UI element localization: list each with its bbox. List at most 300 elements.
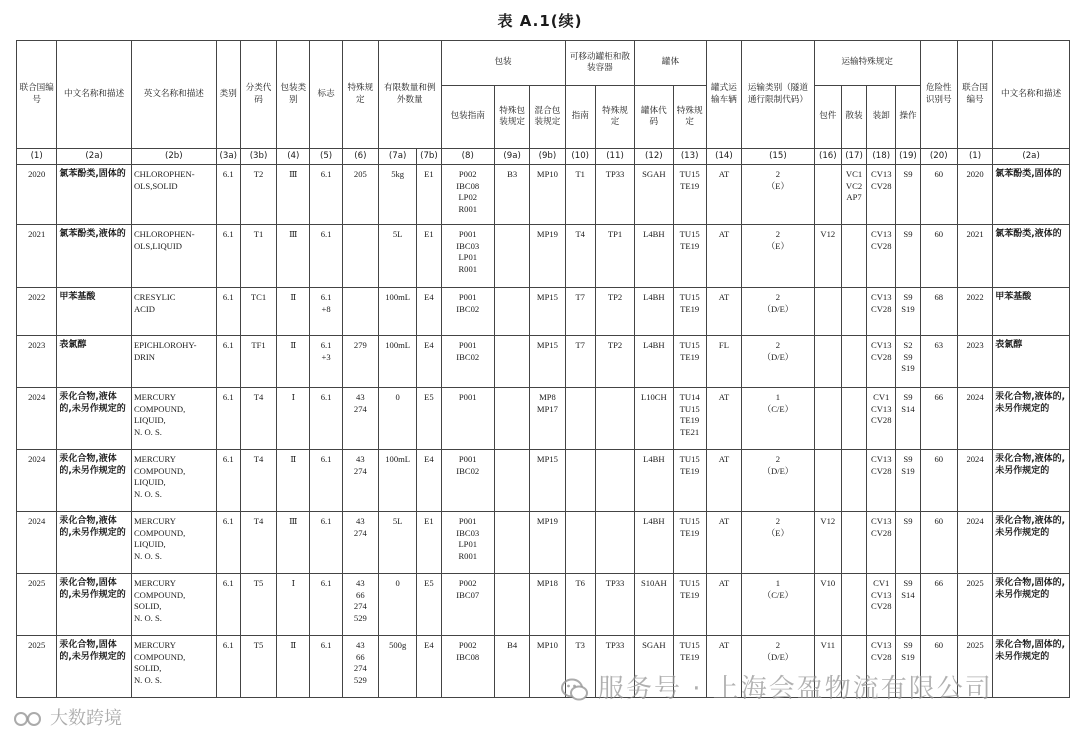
cell-c4: Ⅱ	[277, 336, 310, 388]
header-mixed-pack: 混合包装规定	[530, 86, 565, 149]
cell-c15: 2 （E）	[742, 225, 815, 288]
cell-c7a: 100mL	[379, 450, 417, 512]
table-row	[17, 288, 1070, 336]
cell-c15: 1 （C/E）	[742, 574, 815, 636]
cell-c18: CV13 CV28	[867, 165, 896, 225]
header-class: 类别	[216, 41, 240, 149]
cell-c15: 2 （E）	[742, 165, 815, 225]
cell-c5: 6.1	[310, 574, 342, 636]
column-number: (16)	[814, 149, 841, 165]
cell-c1: 2023	[17, 336, 57, 388]
cell-c3b: T2	[240, 165, 276, 225]
cell-c1b: 2022	[957, 288, 992, 336]
cell-c17	[841, 450, 866, 512]
cell-c3a: 6.1	[216, 450, 240, 512]
cell-c2ab: 氯苯酚类,液体的	[993, 225, 1070, 288]
cell-c2b: MERCURY COMPOUND, LIQUID, N. O. S.	[131, 450, 216, 512]
cell-c18: CV13 CV28	[867, 636, 896, 698]
cell-c3a: 6.1	[216, 636, 240, 698]
cell-c1b: 2024	[957, 388, 992, 450]
cell-c6	[342, 288, 378, 336]
header-pt-special: 特殊规定	[595, 86, 634, 149]
header-packages: 包件	[814, 86, 841, 149]
cell-c3b: TC1	[240, 288, 276, 336]
cell-c14: AT	[706, 450, 741, 512]
cell-c17	[841, 288, 866, 336]
column-number: (10)	[565, 149, 595, 165]
column-number: (9a)	[494, 149, 529, 165]
cell-c16: V12	[814, 225, 841, 288]
cell-c5: 6.1	[310, 636, 342, 698]
column-number: (19)	[896, 149, 920, 165]
cell-c9a: B3	[494, 165, 529, 225]
cell-c4: Ⅱ	[277, 450, 310, 512]
cell-c2b: EPICHLOROHY- DRIN	[131, 336, 216, 388]
cell-c2ab: 表氯醇	[993, 336, 1070, 388]
corner-watermark	[12, 704, 122, 730]
column-number: (1)	[17, 149, 57, 165]
cell-c8: P001 IBC02	[441, 288, 494, 336]
cell-c1: 2020	[17, 165, 57, 225]
cell-c8: P002 IBC08 LP02 R001	[441, 165, 494, 225]
cell-c14: AT	[706, 636, 741, 698]
header-packing-group: 包装类别	[277, 41, 310, 149]
cell-c2b: CHLOROPHEN- OLS,SOLID	[131, 165, 216, 225]
cell-c9b: MP18	[530, 574, 565, 636]
cell-c15: 2 （E）	[742, 512, 815, 574]
column-number: (6)	[342, 149, 378, 165]
watermark-text: 服务号 · 上海会盈物流有限公司	[598, 674, 993, 704]
header-limited-qty: 有限数量和例外数量	[379, 41, 442, 149]
cell-c8: P001 IBC02	[441, 336, 494, 388]
cell-c2a: 汞化合物,固体的,未另作规定的	[57, 574, 132, 636]
cell-c13: TU14 TU15 TE19 TE21	[673, 388, 706, 450]
cell-c9a	[494, 225, 529, 288]
cell-c7a: 5kg	[379, 165, 417, 225]
cell-c2b: CHLOROPHEN- OLS,LIQUID	[131, 225, 216, 288]
cell-c11: TP33	[595, 574, 634, 636]
cell-c16	[814, 450, 841, 512]
cell-c9a	[494, 450, 529, 512]
cell-c9a	[494, 388, 529, 450]
cell-c7b: E1	[417, 225, 441, 288]
corner-watermark-text: 大数跨境	[50, 708, 122, 729]
cell-c11: TP1	[595, 225, 634, 288]
cell-c8: P001	[441, 388, 494, 450]
cell-c6: 43 274	[342, 388, 378, 450]
cell-c14: AT	[706, 225, 741, 288]
cell-c20: 66	[920, 388, 957, 450]
cell-c5: 6.1	[310, 165, 342, 225]
cell-c19: S9 S14	[896, 574, 920, 636]
cell-c20: 60	[920, 636, 957, 698]
cell-c20: 68	[920, 288, 957, 336]
cell-c13: TU15 TE19	[673, 512, 706, 574]
cell-c7b: E4	[417, 288, 441, 336]
watermark	[560, 668, 993, 705]
cell-c11: TP33	[595, 636, 634, 698]
cell-c10	[565, 388, 595, 450]
column-number: (1)	[957, 149, 992, 165]
cell-c1: 2025	[17, 574, 57, 636]
cell-c20: 60	[920, 512, 957, 574]
cell-c8: P002 IBC07	[441, 574, 494, 636]
link-icon	[12, 710, 46, 728]
cell-c17	[841, 336, 866, 388]
cell-c4: Ⅰ	[277, 388, 310, 450]
cell-c3b: T4	[240, 512, 276, 574]
cell-c9a: B4	[494, 636, 529, 698]
cell-c1: 2025	[17, 636, 57, 698]
cell-c10: T4	[565, 225, 595, 288]
header-pt-instr: 指南	[565, 86, 595, 149]
column-number: (13)	[673, 149, 706, 165]
cell-c3a: 6.1	[216, 165, 240, 225]
column-number: (7b)	[417, 149, 441, 165]
cell-c15: 2 （D/E）	[742, 450, 815, 512]
cell-c16: V12	[814, 512, 841, 574]
cell-c7a: 100mL	[379, 336, 417, 388]
cell-c10	[565, 450, 595, 512]
column-number: (15)	[742, 149, 815, 165]
cell-c4: Ⅱ	[277, 288, 310, 336]
cell-c16: V10	[814, 574, 841, 636]
cell-c19: S9 S19	[896, 288, 920, 336]
cell-c2a: 氯苯酚类,液体的	[57, 225, 132, 288]
cell-c12: L4BH	[635, 225, 673, 288]
cell-c5: 6.1	[310, 225, 342, 288]
table-row	[17, 225, 1070, 288]
cell-c4: Ⅲ	[277, 512, 310, 574]
header-special-transport: 运输特殊规定	[814, 41, 920, 86]
cell-c13: TU15 TE19	[673, 336, 706, 388]
cell-c10: T1	[565, 165, 595, 225]
cell-c14: AT	[706, 574, 741, 636]
cell-c19: S9	[896, 225, 920, 288]
cell-c3b: T1	[240, 225, 276, 288]
table-row	[17, 165, 1070, 225]
cell-c10: T7	[565, 336, 595, 388]
cell-c16	[814, 288, 841, 336]
header-tank-special: 特殊规定	[673, 86, 706, 149]
header-un-no: 联合国编号	[17, 41, 57, 149]
header-pack-instr: 包装指南	[441, 86, 494, 149]
cell-c2b: MERCURY COMPOUND, SOLID, N. O. S.	[131, 636, 216, 698]
header-tank: 罐体	[635, 41, 707, 86]
cell-c19: S9 S14	[896, 388, 920, 450]
cell-c12: L4BH	[635, 336, 673, 388]
header-tank-code: 罐体代码	[635, 86, 673, 149]
column-number: (12)	[635, 149, 673, 165]
cell-c3a: 6.1	[216, 574, 240, 636]
cell-c2a: 甲苯基酸	[57, 288, 132, 336]
header-cn-name: 中文名称和描述	[57, 41, 132, 149]
header-special-provisions: 特殊规定	[342, 41, 378, 149]
cell-c11	[595, 450, 634, 512]
cell-c9b: MP19	[530, 225, 565, 288]
cell-c19: S9	[896, 165, 920, 225]
cell-c2a: 汞化合物,液体的,未另作规定的	[57, 450, 132, 512]
cell-c2a: 汞化合物,固体的,未另作规定的	[57, 636, 132, 698]
column-number: (4)	[277, 149, 310, 165]
cell-c9b: MP10	[530, 636, 565, 698]
cell-c15: 2 （D/E）	[742, 636, 815, 698]
cell-c4: Ⅰ	[277, 574, 310, 636]
cell-c18: CV1 CV13 CV28	[867, 388, 896, 450]
cell-c1: 2024	[17, 388, 57, 450]
cell-c14: AT	[706, 165, 741, 225]
cell-c11: TP33	[595, 165, 634, 225]
cell-c10: T6	[565, 574, 595, 636]
cell-c7a: 0	[379, 574, 417, 636]
cell-c3b: T5	[240, 574, 276, 636]
cell-c18: CV1 CV13 CV28	[867, 574, 896, 636]
cell-c12: L10CH	[635, 388, 673, 450]
cell-c3a: 6.1	[216, 512, 240, 574]
cell-c14: AT	[706, 388, 741, 450]
cell-c16	[814, 336, 841, 388]
cell-c7a: 5L	[379, 512, 417, 574]
dangerous-goods-table	[16, 40, 1070, 698]
table-row	[17, 512, 1070, 574]
cell-c9b: MP19	[530, 512, 565, 574]
cell-c8: P001 IBC03 LP01 R001	[441, 512, 494, 574]
column-number: (18)	[867, 149, 896, 165]
column-number: (17)	[841, 149, 866, 165]
cell-c10: T3	[565, 636, 595, 698]
cell-c12: SGAH	[635, 636, 673, 698]
cell-c19: S9 S19	[896, 450, 920, 512]
header-tank-vehicle: 罐式运输车辆	[706, 41, 741, 149]
column-number: (2a)	[57, 149, 132, 165]
column-number: (5)	[310, 149, 342, 165]
header-loading: 装卸	[867, 86, 896, 149]
header-special-pack: 特殊包装规定	[494, 86, 529, 149]
cell-c11: TP2	[595, 288, 634, 336]
cell-c3b: T4	[240, 388, 276, 450]
cell-c17	[841, 225, 866, 288]
cell-c6	[342, 225, 378, 288]
cell-c20: 60	[920, 165, 957, 225]
cell-c1b: 2024	[957, 512, 992, 574]
cell-c11	[595, 512, 634, 574]
cell-c13: TU15 TE19	[673, 450, 706, 512]
header-packaging: 包装	[441, 41, 565, 86]
column-number: (8)	[441, 149, 494, 165]
cell-c9b: MP8 MP17	[530, 388, 565, 450]
cell-c13: TU15 TE19	[673, 636, 706, 698]
header-un-no-right: 联合国编号	[957, 41, 992, 149]
cell-c20: 66	[920, 574, 957, 636]
header-hazard-id: 危险性识别号	[920, 41, 957, 149]
cell-c2ab: 汞化合物,液体的,未另作规定的	[993, 450, 1070, 512]
cell-c13: TU15 TE19	[673, 574, 706, 636]
cell-c15: 2 （D/E）	[742, 336, 815, 388]
cell-c2b: MERCURY COMPOUND, LIQUID, N. O. S.	[131, 388, 216, 450]
table-row	[17, 574, 1070, 636]
cell-c6: 43 66 274 529	[342, 574, 378, 636]
cell-c3b: T5	[240, 636, 276, 698]
header-portable-tanks: 可移动罐柜和散装容器	[565, 41, 635, 86]
cell-c20: 60	[920, 450, 957, 512]
cell-c1b: 2020	[957, 165, 992, 225]
cell-c2a: 汞化合物,液体的,未另作规定的	[57, 388, 132, 450]
cell-c17	[841, 512, 866, 574]
cell-c4: Ⅲ	[277, 225, 310, 288]
cell-c12: L4BH	[635, 288, 673, 336]
cell-c4: Ⅱ	[277, 636, 310, 698]
wechat-icon	[560, 677, 590, 703]
cell-c7b: E1	[417, 165, 441, 225]
cell-c13: TU15 TE19	[673, 165, 706, 225]
column-number: (11)	[595, 149, 634, 165]
cell-c2ab: 汞化合物,固体的,未另作规定的	[993, 636, 1070, 698]
cell-c18: CV13 CV28	[867, 450, 896, 512]
cell-c9b: MP10	[530, 165, 565, 225]
cell-c8: P001 IBC03 LP01 R001	[441, 225, 494, 288]
cell-c20: 60	[920, 225, 957, 288]
column-number: (7a)	[379, 149, 417, 165]
cell-c5: 6.1	[310, 450, 342, 512]
cell-c2a: 汞化合物,液体的,未另作规定的	[57, 512, 132, 574]
cell-c12: S10AH	[635, 574, 673, 636]
column-number: (14)	[706, 149, 741, 165]
cell-c16: V11	[814, 636, 841, 698]
cell-c14: AT	[706, 512, 741, 574]
cell-c19: S9	[896, 512, 920, 574]
cell-c2b: CRESYLIC ACID	[131, 288, 216, 336]
cell-c6: 43 274	[342, 450, 378, 512]
header-en-name: 英文名称和描述	[131, 41, 216, 149]
cell-c6: 43 66 274 529	[342, 636, 378, 698]
cell-c3a: 6.1	[216, 388, 240, 450]
cell-c11: TP2	[595, 336, 634, 388]
cell-c3b: T4	[240, 450, 276, 512]
cell-c9a	[494, 336, 529, 388]
cell-c5: 6.1 +3	[310, 336, 342, 388]
column-number: (3a)	[216, 149, 240, 165]
cell-c7a: 500g	[379, 636, 417, 698]
cell-c1: 2021	[17, 225, 57, 288]
header-operation: 操作	[896, 86, 920, 149]
cell-c2ab: 氯苯酚类,固体的	[993, 165, 1070, 225]
cell-c7b: E1	[417, 512, 441, 574]
cell-c3a: 6.1	[216, 288, 240, 336]
cell-c15: 2 （D/E）	[742, 288, 815, 336]
cell-c18: CV13 CV28	[867, 225, 896, 288]
cell-c2a: 表氯醇	[57, 336, 132, 388]
column-number: (20)	[920, 149, 957, 165]
cell-c2a: 氯苯酚类,固体的	[57, 165, 132, 225]
cell-c7b: E5	[417, 574, 441, 636]
cell-c17: VC1 VC2 AP7	[841, 165, 866, 225]
cell-c16	[814, 388, 841, 450]
cell-c2b: MERCURY COMPOUND, LIQUID, N. O. S.	[131, 512, 216, 574]
cell-c14: AT	[706, 288, 741, 336]
cell-c12: L4BH	[635, 450, 673, 512]
cell-c7a: 0	[379, 388, 417, 450]
cell-c1: 2024	[17, 450, 57, 512]
cell-c2ab: 甲苯基酸	[993, 288, 1070, 336]
cell-c18: CV13 CV28	[867, 288, 896, 336]
cell-c19: S9 S19	[896, 636, 920, 698]
cell-c9a	[494, 288, 529, 336]
cell-c14: FL	[706, 336, 741, 388]
cell-c8: P002 IBC08	[441, 636, 494, 698]
cell-c2b: MERCURY COMPOUND, SOLID, N. O. S.	[131, 574, 216, 636]
cell-c7b: E5	[417, 388, 441, 450]
cell-c15: 1 （C/E）	[742, 388, 815, 450]
cell-c5: 6.1	[310, 388, 342, 450]
cell-c18: CV13 CV28	[867, 336, 896, 388]
cell-c3a: 6.1	[216, 225, 240, 288]
cell-c4: Ⅲ	[277, 165, 310, 225]
cell-c7b: E4	[417, 450, 441, 512]
column-number: (3b)	[240, 149, 276, 165]
cell-c18: CV13 CV28	[867, 512, 896, 574]
cell-c13: TU15 TE19	[673, 225, 706, 288]
cell-c7b: E4	[417, 636, 441, 698]
header-labels: 标志	[310, 41, 342, 149]
cell-c1b: 2025	[957, 574, 992, 636]
cell-c9a	[494, 512, 529, 574]
cell-c2ab: 汞化合物,固体的,未另作规定的	[993, 574, 1070, 636]
cell-c7a: 100mL	[379, 288, 417, 336]
table-row	[17, 336, 1070, 388]
header-cn-name-right: 中文名称和描述	[993, 41, 1070, 149]
cell-c11	[595, 388, 634, 450]
cell-c5: 6.1	[310, 512, 342, 574]
cell-c17	[841, 388, 866, 450]
header-bulk: 散装	[841, 86, 866, 149]
table-title: 表 A.1(续)	[497, 12, 583, 30]
cell-c1b: 2025	[957, 636, 992, 698]
cell-c5: 6.1 +8	[310, 288, 342, 336]
table-body	[17, 149, 1070, 698]
cell-c13: TU15 TE19	[673, 288, 706, 336]
cell-c6: 279	[342, 336, 378, 388]
cell-c9b: MP15	[530, 288, 565, 336]
cell-c1b: 2024	[957, 450, 992, 512]
cell-c7a: 5L	[379, 225, 417, 288]
cell-c8: P001 IBC02	[441, 450, 494, 512]
cell-c3b: TF1	[240, 336, 276, 388]
column-number: (9b)	[530, 149, 565, 165]
cell-c16	[814, 165, 841, 225]
cell-c19: S2 S9 S19	[896, 336, 920, 388]
cell-c6: 43 274	[342, 512, 378, 574]
cell-c17	[841, 574, 866, 636]
cell-c9b: MP15	[530, 336, 565, 388]
cell-c12: SGAH	[635, 165, 673, 225]
cell-c1b: 2021	[957, 225, 992, 288]
cell-c3a: 6.1	[216, 336, 240, 388]
table-row	[17, 388, 1070, 450]
table-row	[17, 450, 1070, 512]
column-number: (2b)	[131, 149, 216, 165]
cell-c9b: MP15	[530, 450, 565, 512]
cell-c12: L4BH	[635, 512, 673, 574]
cell-c10: T7	[565, 288, 595, 336]
cell-c6: 205	[342, 165, 378, 225]
column-number-row	[17, 149, 1070, 165]
header-class-code: 分类代码	[240, 41, 276, 149]
header-transport-category: 运输类别（隧道通行限制代码）	[742, 41, 815, 149]
cell-c9a	[494, 574, 529, 636]
cell-c1: 2024	[17, 512, 57, 574]
cell-c2ab: 汞化合物,液体的,未另作规定的	[993, 388, 1070, 450]
cell-c7b: E4	[417, 336, 441, 388]
